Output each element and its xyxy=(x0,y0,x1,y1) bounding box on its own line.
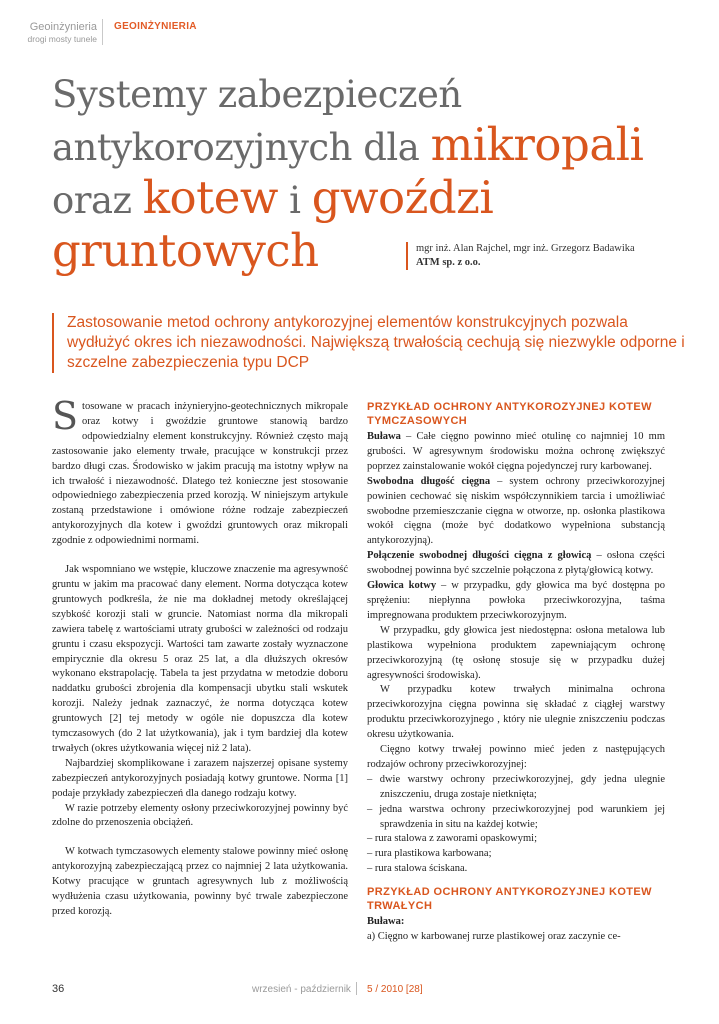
paragraph: W przypadku, gdy głowica jest niedostępna: osłona metalowa lub plastikowa wypełniona produktem zapewniającym ochronę przeciwkorozyjną (tę osłonę stosuje się w przypadku dużej agresywności środowiska). xyxy=(367,624,665,681)
header-divider xyxy=(102,19,103,45)
lead-paragraph: Zastosowanie metod ochrony antykorozyjnej elementów konstrukcyjnych pozwala wydłużyć okres ich niezawodności. Największą trwałością cechują się niezwykle odporne i szczelne zabezpieczenia typu DCP xyxy=(52,313,687,373)
paragraph: a) Cięgno w karbowanej rurze plastikowej oraz zaczynie ce- xyxy=(367,931,621,943)
title-line-1: Systemy zabezpieczeń xyxy=(52,73,462,116)
title-line-3: oraz kotew i gwoździ xyxy=(52,171,494,224)
paragraph: W razie potrzeby elementy osłony przeciwkorozyjnej powinny być zdolne do przenoszenia obciążeń. xyxy=(52,802,348,829)
title-highlight-gwozdzi: gwoździ xyxy=(311,171,494,224)
footer-divider xyxy=(356,982,357,995)
paragraph: Jak wspomniano we wstępie, kluczowe znaczenie ma agresywność gruntu w jakim ma pracować dany element. Norma dotycząca kotew gruntowych podkreśla, że nie ma dokładnej metody określającej szybkość korozji stali w gruncie. Natomiast norma dla mikropali zawiera tabelę z wartościami utraty grubości w zależności od rodzaju gruntu i czasu ekspozycji. Wartości tam zawarte zostały wyznaczone empirycznie dla okresu 5 oraz 25 lat, a dla dłuższych okresów wykonano ekstrapolację. Tabela ta jest przydatna w metodzie doboru naddatku grubości zbrojenia dla kompensacji ubytku stali wskutek korozji. Należy jednak zaznaczyć, że norma dotycząca kotew gruntowych [2] tej metody w ogóle nie dopuszcza dla kotew tymczasowych (do 2 lat użytkowania), jak i tym bardziej dla kotew trwałych (okres użytkowania więcej niż 2 lata). xyxy=(52,564,348,754)
list-item: – rura stalowa z zaworami opaskowymi; xyxy=(367,833,537,845)
paragraph: Głowica kotwy – w przypadku, gdy głowica ma być dostępna po sprężeniu: niepłynna powłoka przeciwkorozyjna, taśma impregnowana produktem przeciwkorozyjnym. xyxy=(367,580,665,621)
paragraph: Cięgno kotwy trwałej powinno mieć jeden z następujących rodzajów ochrony przeciwkorozyjnej: xyxy=(367,744,665,770)
issue-number: 5 / 2010 [28] xyxy=(367,984,423,995)
list-item: – jedna warstwa ochrony przeciwkorozyjnej pod warunkiem jej sprawdzenia in situ na każdej kotwie; xyxy=(367,803,665,830)
title-line-2: antykorozyjnych dla mikropali xyxy=(52,118,644,171)
paragraph: Najbardziej skomplikowane i zarazem najszerzej opisane systemy zabezpieczeń antykorozyjnych posiadają kotwy gruntowe. Norma [1] podaje przykłady zabezpieczeń dla danego rodzaju kotwy. xyxy=(52,757,348,799)
issue-date: wrzesień - październik xyxy=(252,984,351,995)
paragraph: W przypadku kotew trwałych minimalna ochrona przeciwkorozyjna cięgna powinna się składać z ciągłej warstwy produktu przeciwkorozyjnego , który nie ulegnie zniszczeniu podczas okresu użytkowania. xyxy=(367,684,665,741)
authors-block xyxy=(406,242,635,270)
section-label: GEOINŻYNIERIA xyxy=(114,21,197,32)
title-highlight-mikropali: mikropali xyxy=(430,118,644,171)
title-highlight-kotew: kotew xyxy=(142,171,278,224)
list-item: – rura stalowa ściskana. xyxy=(367,863,468,875)
journal-subtitle: drogi mosty tunele xyxy=(27,34,97,44)
list-item: – dwie warstwy ochrony przeciwkorozyjnej, gdy jedna ulegnie zniszczeniu, druga zostaje nietknięta; xyxy=(367,773,665,800)
body-column-left xyxy=(52,394,348,920)
section-heading-permanent-anchors: PRZYKŁAD OCHRONY ANTYKOROZYJNEJ KOTEW TRWAŁYCH xyxy=(367,886,652,913)
author-names: mgr inż. Alan Rajchel, mgr inż. Grzegorz Badawika xyxy=(416,243,635,254)
list-item: – rura plastikowa karbowana; xyxy=(367,848,492,860)
paragraph: Swobodna długość cięgna – system ochrony przeciwkorozyjnej powinien cechować się niskim współczynnikiem tarcia i umożliwiać swobodne przemieszczanie cięgna w otworze, np. osłonka plastikowa wokół cięgna (może być dodatkowo wypełniona substancją antykorozyjną). xyxy=(367,475,665,547)
title-highlight-gruntowych: gruntowych xyxy=(52,224,319,277)
paragraph: W kotwach tymczasowych elementy stalowe powinny mieć osłonę antykorozyjną zabezpieczającą przez co najmniej 2 lata użytkowania. Kotwy pracujące w gruntach agresywnych lub z możliwością wydłużenia czasu użytkowania, powinny być trwale zabezpieczone przed korozją. xyxy=(52,846,348,917)
author-organization: ATM sp. z o.o. xyxy=(416,257,481,268)
drop-cap: S xyxy=(52,394,79,438)
journal-header xyxy=(28,21,97,45)
journal-name: Geoinżynieria xyxy=(29,21,97,33)
paragraph-label: Buława: xyxy=(367,916,405,928)
intro-paragraph: Stosowane w pracach inżynieryjno-geotechnicznych mikropale oraz kotwy i gwoździe gruntowe stanowią bardzo odpowiedzialny element konstrukcyjny. Również często mają zastosowanie jako elementy trwałe, pracujące w konstrukcji przez bardzo długi czas. Środowisko w jakim pracują ma istotny wpływ na ich trwałość i niezawodność. Dlatego też konieczne jest stosowanie odpowiedniego zabezpieczenia przed korozją. W niniejszym artykule zostaną przedstawione i omówione różne rodzaje zabezpieczeń antykorozyjnych dla kotew i gwoździ gruntowych oraz mikropali zgodnie z odpowiednimi normami. xyxy=(52,394,348,547)
page-number: 36 xyxy=(52,983,65,995)
section-heading-temporary-anchors: PRZYKŁAD OCHRONY ANTYKOROZYJNEJ KOTEW TYMCZASOWYCH xyxy=(367,401,652,427)
paragraph: Połączenie swobodnej długości cięgna z głowicą – osłona części swobodnej powinna być szczelnie połączona z płytą/głowicą kotwy. xyxy=(367,550,665,577)
body-column-right xyxy=(367,400,665,945)
protection-list xyxy=(367,773,665,877)
paragraph: Buława – Całe cięgno powinno mieć otulinę co najmniej 10 mm grubości. W agresywnym środowisku można ochronę zwiększyć poprzez zainstalowanie wokół cięgna pojedynczej rury karbowanej. xyxy=(367,431,665,472)
